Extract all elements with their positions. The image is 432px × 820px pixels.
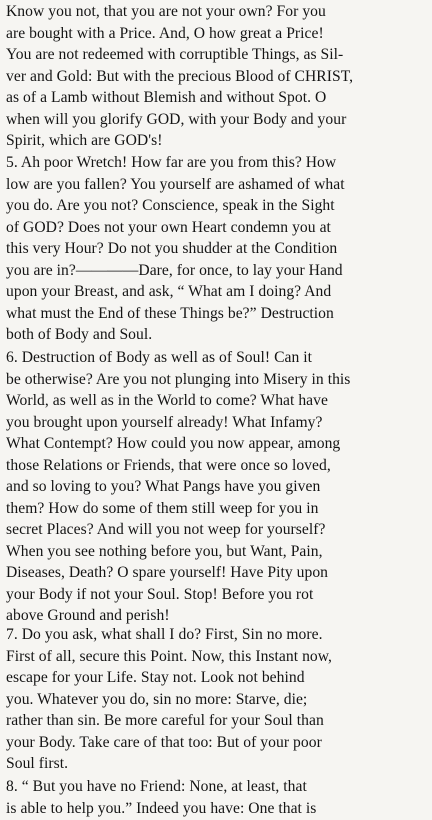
text-line: 5. Ah poor Wretch! How far are you from this? How [6, 154, 337, 171]
text-line: above Ground and perish! [6, 607, 170, 624]
paragraph-6 [6, 347, 426, 627]
text-line: you are in?————Dare, for once, to lay your Hand [6, 261, 343, 279]
text-line: when will you glorify GOD, with your Body and your [6, 110, 347, 128]
text-line: them? How do some of them still weep for you in [6, 499, 319, 517]
paragraph-8 [6, 776, 426, 819]
text-line: be otherwise? Are you not plunging into Misery in this [6, 370, 351, 388]
text-line: those Relations or Friends, that were once so loved, [6, 456, 331, 474]
text-line: secret Places? And will you not weep for yourself? [6, 521, 326, 538]
text-line: escape for your Life. Stay not. Look not behind [6, 669, 305, 686]
text-line: When you see nothing before you, but Want, Pain, [6, 542, 323, 560]
text-line: are bought with a Price. And, O how great a Price! [6, 24, 324, 42]
paragraph-continued [6, 1, 426, 152]
text-line: You are not redeemed with corruptible Things, as Sil- [6, 46, 344, 63]
text-line: both of Body and Soul. [6, 326, 153, 343]
text-line: First of all, secure this Point. Now, this Instant now, [6, 647, 333, 665]
text-line: as of a Lamb without Blemish and without Spot. O [6, 89, 327, 106]
text-line: you do. Are you not? Conscience, speak in the Sight [6, 197, 335, 214]
text-line: you. Whatever you do, sin no more: Starve, die; [6, 690, 308, 708]
text-line: and so loving to you? What Pangs have you given [6, 478, 321, 495]
text-line: Soul first. [6, 755, 69, 772]
text-line: 6. Destruction of Body as well as of Soul! Can it [6, 349, 313, 366]
text-line: ver and Gold: But with the precious Blood of CHRIST, [6, 67, 354, 85]
text-line: What Contempt? How could you now appear, among [6, 435, 341, 452]
text-line: this very Hour? Do not you shudder at the Condition [6, 240, 338, 257]
text-line: of GOD? Does not your own Heart condemn you at [6, 218, 331, 236]
paragraph-7 [6, 624, 426, 775]
text-line: World, as well as in the World to come? What have [6, 392, 328, 409]
text-line: Spirit, which are GOD's! [6, 132, 163, 149]
text-line: Know you not, that you are not your own? For you [6, 3, 326, 20]
text-line: what must the End of these Things be?” Destruction [6, 304, 334, 322]
text-line: you brought upon yourself already! What Infamy? [6, 413, 323, 431]
text-line: Diseases, Death? O spare yourself! Have Pity upon [6, 564, 329, 581]
text-line: is able to help you.” Indeed you have: One that is [6, 799, 317, 817]
paragraph-5 [6, 152, 426, 346]
text-line: 7. Do you ask, what shall I do? First, Sin no more. [6, 626, 323, 643]
text-line: your Body if not your Soul. Stop! Before you rot [6, 585, 314, 603]
text-line: 8. “ But you have no Friend: None, at least, that [6, 778, 307, 795]
text-line: low are you fallen? You yourself are ashamed of what [6, 175, 345, 193]
text-line: your Body. Take care of that too: But of your poor [6, 733, 322, 751]
text-line: rather than sin. Be more careful for your Soul than [6, 712, 324, 729]
text-line: upon your Breast, and ask, “ What am I doing? And [6, 283, 332, 300]
